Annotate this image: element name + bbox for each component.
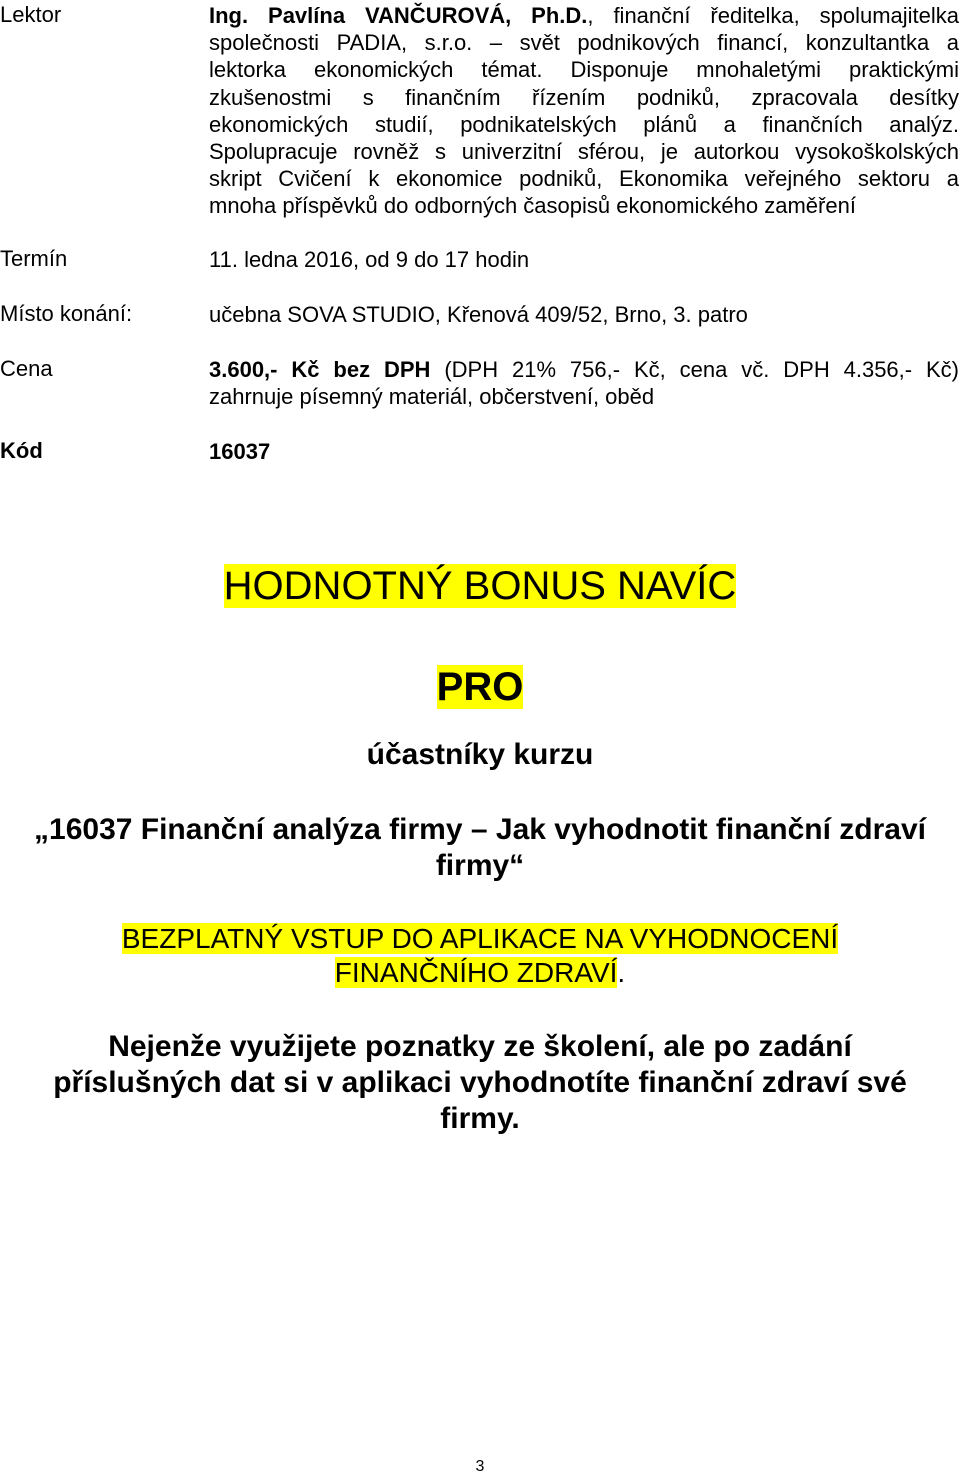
- lektor-label: Lektor: [0, 2, 62, 27]
- termin-value: 11. ledna 2016, od 9 do 17 hodin: [209, 247, 530, 272]
- bonus-note-line-3: firmy.: [440, 1102, 520, 1135]
- lektor-line-2: lektorka ekonomických témat. Disponuje mnohaletými praktickými: [209, 57, 959, 83]
- bonus-note-line-1: Nejenže využijete poznatky ze školení, ale po zadání: [108, 1030, 852, 1063]
- course-title: [0, 812, 960, 884]
- cena-price: 3.600,- Kč bez DPH: [209, 357, 431, 382]
- bonus-participants: účastníky kurzu: [366, 738, 594, 771]
- bonus-note-line-2: příslušných dat si v aplikaci vyhodnotíte finanční zdraví své: [53, 1066, 907, 1099]
- lektor-line-4: ekonomických studií, podnikatelských plánů a finančních analýz.: [209, 111, 959, 137]
- bonus-headline-block: [0, 562, 960, 610]
- termin-label: Termín: [0, 246, 68, 271]
- course-title-line-1: „16037 Finanční analýza firmy – Jak vyhodnotit finanční zdraví: [34, 813, 926, 846]
- offer-block: [0, 922, 960, 990]
- offer-line-1: BEZPLATNÝ VSTUP DO APLIKACE NA VYHODNOCENÍ: [121, 923, 839, 954]
- kod-value: 16037: [209, 439, 271, 464]
- offer-period: .: [617, 957, 626, 988]
- bonus-pro: PRO: [436, 665, 524, 709]
- bonus-note: [0, 1029, 960, 1137]
- kod-label: Kód: [0, 438, 43, 463]
- lektor-name: Ing. Pavlína VANČUROVÁ, Ph.D.: [209, 3, 588, 28]
- cena-label: Cena: [0, 356, 53, 381]
- page-number: 3: [475, 1458, 485, 1475]
- lektor-line-1: společnosti PADIA, s.r.o. – svět podnikových financí, konzultantka a: [209, 30, 959, 56]
- misto-value: učebna SOVA STUDIO, Křenová 409/52, Brno, 3. patro: [209, 302, 748, 327]
- cena-value: [209, 356, 959, 410]
- bonus-headline: HODNOTNÝ BONUS NAVÍC: [223, 564, 737, 608]
- lektor-line-3: zkušenostmi s finančním řízením podniků, zpracovala desítky: [209, 84, 959, 110]
- lektor-line-6: skript Cvičení k ekonomice podniků, Ekonomika veřejného sektoru a: [209, 166, 959, 192]
- course-title-line-2: firmy“: [435, 849, 525, 882]
- bonus-pro-block: [0, 663, 960, 711]
- lektor-description: [209, 2, 959, 220]
- misto-label: Místo konání:: [0, 301, 133, 326]
- lektor-line-0: , finanční ředitelka, spolumajitelka: [587, 3, 960, 28]
- offer-line-2: FINANČNÍHO ZDRAVÍ: [334, 957, 618, 988]
- lektor-line-7: mnoha příspěvků do odborných časopisů ekonomického zaměření: [209, 193, 856, 219]
- lektor-line-5: Spolupracuje rovněž s univerzitní sférou, je autorkou vysokoškolských: [209, 139, 959, 165]
- cena-vat: (DPH 21% 756,- Kč, cena vč. DPH 4.356,- Kč): [430, 357, 960, 382]
- cena-includes: zahrnuje písemný materiál, občerstvení, oběd: [209, 384, 655, 410]
